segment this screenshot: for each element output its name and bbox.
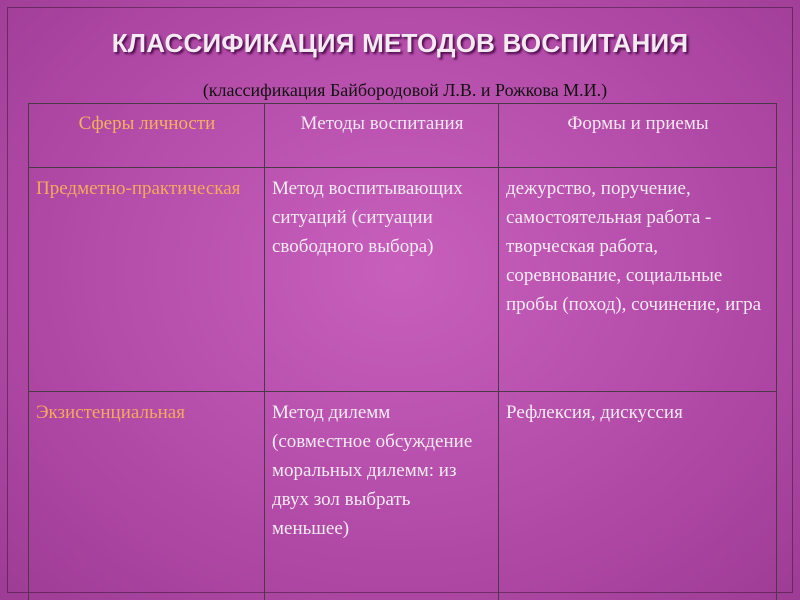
cell-method: Метод воспитывающих ситуаций (ситуации свободного выбора) (265, 168, 499, 392)
header-forms: Формы и приемы (499, 104, 777, 168)
slide-title: КЛАССИФИКАЦИЯ МЕТОДОВ ВОСПИТАНИЯ (111, 28, 689, 58)
methods-table (28, 103, 777, 600)
table-header-row (29, 104, 777, 168)
cell-sphere: Экзистенциальная (29, 392, 265, 600)
header-methods: Методы воспитания (265, 104, 499, 168)
table-row (29, 168, 777, 392)
table-row (29, 392, 777, 600)
cell-forms: дежурство, поручение, самостоятельная работа - творческая работа, соревнование, социальные пробы (поход), сочинение, игра (499, 168, 777, 392)
cell-sphere: Предметно-практическая (29, 168, 265, 392)
header-spheres: Сферы личности (29, 104, 265, 168)
slide-subtitle: (классификация Байбородовой Л.В. и Рожкова М.И.) (202, 80, 608, 100)
cell-method: Метод дилемм (совместное обсуждение моральных дилемм: из двух зол выбрать меньшее) (265, 392, 499, 600)
cell-forms: Рефлексия, дискуссия (499, 392, 777, 600)
